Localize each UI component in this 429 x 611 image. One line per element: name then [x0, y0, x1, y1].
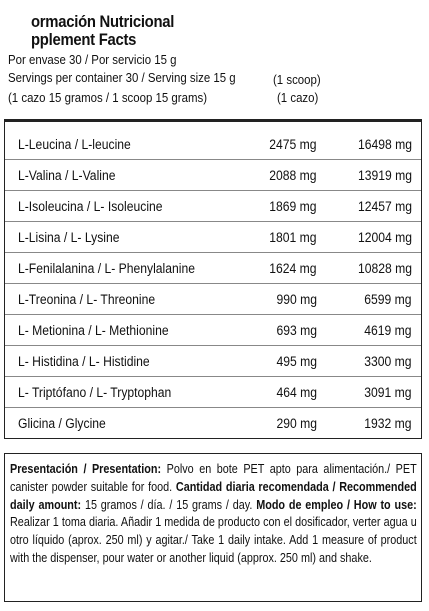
- how-to-use-label: Modo de empleo / How to use:: [256, 496, 417, 512]
- nutrient-per-serving: 2088 mg: [269, 168, 317, 183]
- nutrient-name: L-Treonina / L- Threonine: [18, 292, 156, 307]
- nutrient-name: L- Histidina / L- Histidine: [18, 354, 150, 369]
- nutrient-per-100g: 4619 mg: [364, 323, 412, 338]
- nutrient-row: [5, 254, 421, 284]
- nutrient-row: [5, 285, 421, 315]
- nutrient-per-100g: 3300 mg: [364, 354, 412, 369]
- nutrient-per-100g: 6599 mg: [364, 292, 412, 307]
- nutrient-per-100g: 16498 mg: [357, 137, 412, 152]
- nutrient-row: [5, 130, 421, 160]
- nutrient-per-100g: 13919 mg: [357, 168, 412, 183]
- nutrient-per-serving: 990 mg: [276, 292, 317, 307]
- nutrient-per-serving: 464 mg: [276, 385, 317, 400]
- scoop-column-header: (1 scoop): [273, 72, 321, 87]
- nutrient-name: L- Metionina / L- Methionine: [18, 323, 169, 338]
- nutrient-per-serving: 2475 mg: [269, 137, 317, 152]
- presentation-text: [10, 460, 417, 567]
- nutrient-row: [5, 161, 421, 191]
- cazo-text: (1 cazo 15 gramos / 1 scoop 15 grams): [8, 90, 208, 105]
- nutrient-name: L-Leucina / L-leucine: [18, 137, 131, 152]
- nutrient-name: L-Lisina / L- Lysine: [18, 230, 120, 245]
- nutrient-per-100g: 3091 mg: [364, 385, 412, 400]
- nutrient-row: [5, 223, 421, 253]
- nutrient-row: [5, 192, 421, 222]
- nutrient-row: [5, 316, 421, 346]
- presentation-box: [4, 453, 422, 602]
- daily-amount-label: Cantidad diaria recomendada / Recommended daily amount:: [10, 478, 417, 512]
- presentation-value: Polvo en bote PET apto para alimentación./ PET canister powder suitable for food.: [10, 461, 417, 494]
- nutrient-row: [5, 347, 421, 377]
- title-spanish: ormación Nutricional: [31, 13, 175, 31]
- nutrient-per-serving: 290 mg: [276, 416, 317, 431]
- nutrient-per-serving: 1624 mg: [269, 261, 317, 276]
- nutrient-per-serving: 693 mg: [276, 323, 317, 338]
- presentation-label: Presentación / Presentation:: [10, 461, 162, 476]
- nutrient-per-100g: 1932 mg: [364, 416, 412, 431]
- nutrient-per-100g: 12457 mg: [357, 199, 412, 214]
- nutrient-row: [5, 409, 421, 439]
- nutrient-name: L-Isoleucina / L- Isoleucine: [18, 199, 163, 214]
- servings-text: Servings per container 30 / Serving size 15 g: [8, 70, 236, 85]
- per-envase-text: Por envase 30 / Por servicio 15 g: [8, 52, 177, 67]
- nutrient-name: L-Fenilalanina / L- Phenylalanine: [18, 261, 195, 276]
- title-english: pplement Facts: [31, 31, 137, 49]
- nutrient-per-serving: 495 mg: [276, 354, 317, 369]
- nutrient-per-100g: 12004 mg: [357, 230, 412, 245]
- nutrient-per-100g: 10828 mg: [357, 261, 412, 276]
- how-to-use-value: Realizar 1 toma diaria. Añadir 1 medida de producto con el dosificador, verter agua u otro líquido (aprox. 250 ml) y agitar./ Take 1 daily intake. Add 1 measure of product with the dispenser, pour water or another liquid (approx. 250 ml) and shake.: [10, 514, 417, 565]
- cazo-column-header: (1 cazo): [277, 90, 319, 105]
- nutrient-name: L-Valina / L-Valine: [18, 168, 116, 183]
- nutrient-name: L- Triptófano / L- Tryptophan: [18, 385, 172, 400]
- nutrient-per-serving: 1869 mg: [269, 199, 317, 214]
- nutrient-row: [5, 378, 421, 408]
- nutrient-per-serving: 1801 mg: [269, 230, 317, 245]
- nutrient-table: [4, 119, 422, 439]
- daily-amount-value: 15 gramos / día. / 15 grams / day.: [81, 496, 257, 512]
- nutrient-name: Glicina / Glycine: [18, 416, 106, 431]
